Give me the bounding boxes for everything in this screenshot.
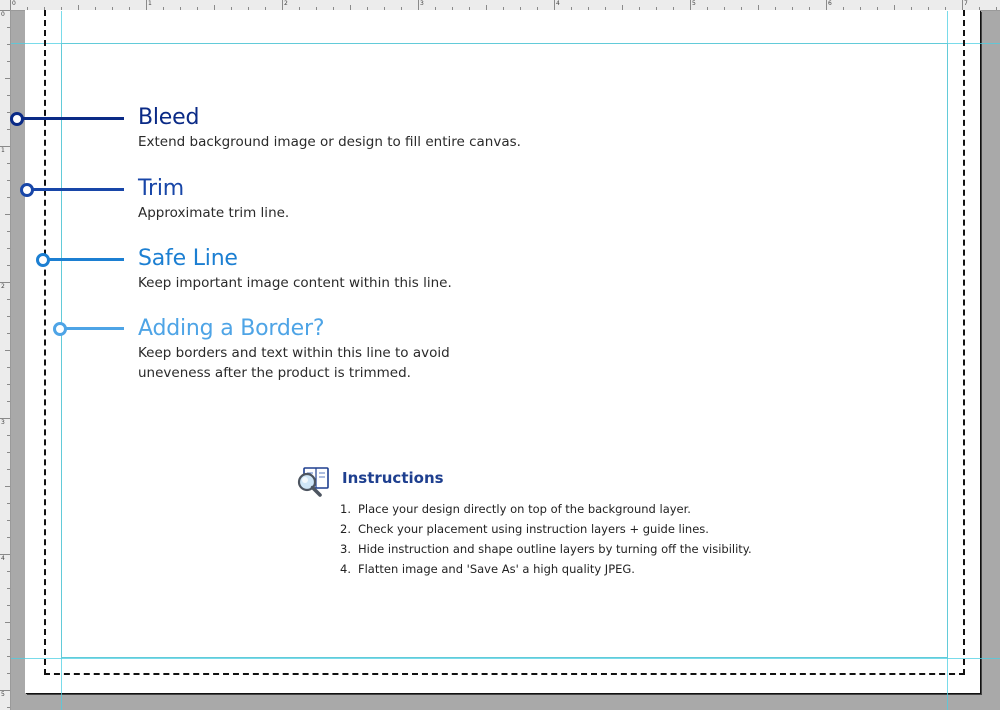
ruler-tick — [7, 384, 10, 385]
instruction-step: 4. Flatten image and 'Save As' a high quality JPEG. — [340, 562, 635, 576]
ruler-label: 6 — [828, 0, 832, 7]
legend-description: uneveness after the product is trimmed. — [138, 365, 411, 381]
instruction-step: 1. Place your design directly on top of the background layer. — [340, 502, 691, 516]
trim-pointer-line — [32, 188, 124, 191]
ruler-tick — [282, 0, 283, 10]
ruler-tick — [7, 180, 10, 181]
ruler-tick — [7, 248, 10, 249]
ruler-label: 3 — [1, 419, 5, 426]
ruler-tick — [10, 0, 11, 10]
legend-description: Keep borders and text within this line to avoid — [138, 345, 450, 361]
ruler-label: 5 — [1, 691, 5, 698]
ruler-tick — [7, 316, 10, 317]
instruction-step: 2. Check your placement using instruction layers + guide lines. — [340, 522, 709, 536]
ruler-label: 2 — [284, 0, 288, 7]
ruler-tick — [7, 605, 10, 606]
ruler-tick — [962, 0, 963, 10]
ruler-label: 0 — [12, 0, 16, 7]
ruler-tick — [7, 61, 10, 62]
legend-description: Extend background image or design to fill entire canvas. — [138, 134, 521, 150]
legend-description: Keep important image content within this line. — [138, 275, 452, 291]
ruler-tick — [7, 299, 10, 300]
vertical-ruler[interactable] — [0, 10, 11, 710]
ruler-label: 4 — [556, 0, 560, 7]
legend-description: Approximate trim line. — [138, 205, 290, 221]
ruler-tick — [7, 27, 10, 28]
border-pointer-line — [65, 327, 124, 330]
ruler-tick — [7, 401, 10, 402]
ruler-tick — [7, 197, 10, 198]
ruler-label: 3 — [420, 0, 424, 7]
ruler-tick — [7, 95, 10, 96]
legend-title: Safe Line — [138, 246, 238, 271]
instruction-step: 3. Hide instruction and shape outline layers by turning off the visibility. — [340, 542, 752, 556]
ruler-tick — [5, 78, 10, 79]
ruler-tick — [146, 0, 147, 10]
ruler-tick — [7, 639, 10, 640]
legend-title: Bleed — [138, 105, 200, 130]
ruler-tick — [7, 503, 10, 504]
ruler-tick — [7, 265, 10, 266]
magnifier-book-icon — [295, 466, 331, 498]
ruler-tick — [7, 231, 10, 232]
bleed-pointer-line — [22, 117, 124, 120]
ruler-tick — [7, 129, 10, 130]
ruler-tick — [7, 588, 10, 589]
ruler-tick — [7, 520, 10, 521]
ruler-tick — [7, 571, 10, 572]
ruler-tick — [418, 0, 419, 10]
ruler-tick — [5, 350, 10, 351]
ruler-label: 7 — [964, 0, 968, 7]
ruler-tick — [5, 622, 10, 623]
ruler-tick — [996, 7, 997, 10]
ruler-label: 5 — [692, 0, 696, 7]
ruler-tick — [7, 435, 10, 436]
ruler-label: 1 — [1, 147, 5, 154]
ruler-label: 0 — [1, 11, 5, 18]
ruler-label: 1 — [148, 0, 152, 7]
ruler-tick — [7, 333, 10, 334]
ruler-tick — [826, 0, 827, 10]
ruler-tick — [7, 656, 10, 657]
legend-title: Trim — [138, 176, 184, 201]
instructions-title: Instructions — [342, 469, 444, 487]
ruler-tick — [7, 673, 10, 674]
ruler-tick — [7, 469, 10, 470]
ruler-tick — [7, 44, 10, 45]
legend-title: Adding a Border? — [138, 316, 325, 341]
ruler-tick — [690, 0, 691, 10]
ruler-tick — [7, 112, 10, 113]
ruler-tick — [7, 367, 10, 368]
ruler-tick — [7, 452, 10, 453]
ruler-label: 4 — [1, 555, 5, 562]
ruler-tick — [554, 0, 555, 10]
ruler-tick — [7, 537, 10, 538]
instructions-list — [340, 499, 752, 579]
ruler-tick — [7, 163, 10, 164]
ruler-tick — [5, 486, 10, 487]
safe-line-pointer-line — [48, 258, 124, 261]
ruler-label: 2 — [1, 283, 5, 290]
ruler-tick — [7, 707, 10, 708]
ruler-tick — [5, 214, 10, 215]
